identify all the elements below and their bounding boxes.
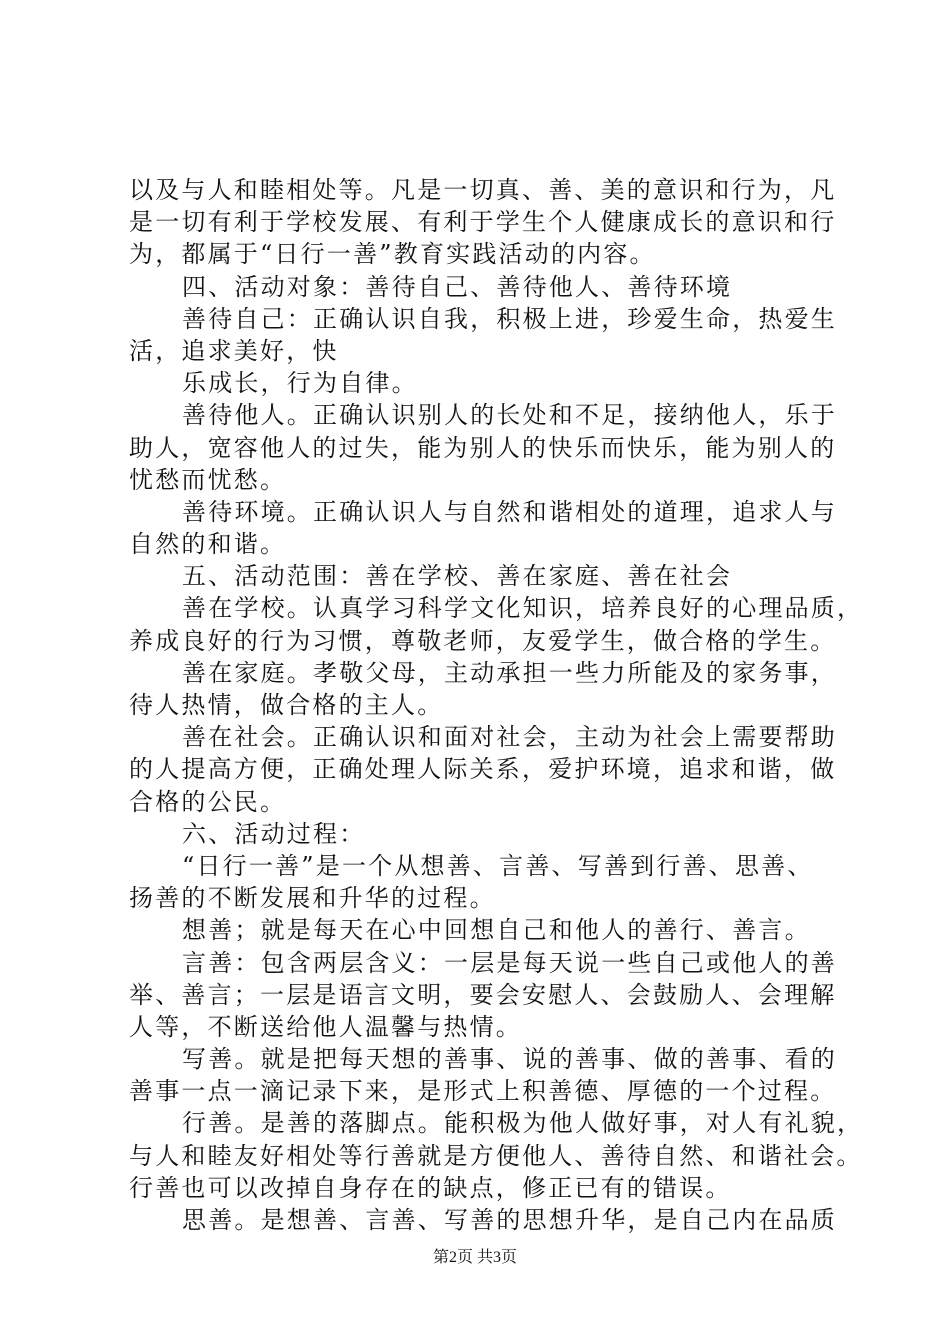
text-line: 行善。是善的落脚点。能积极为他人做好事，对人有礼貌，: [182, 1109, 864, 1138]
text-line: 的人提高方便，正确处理人际关系，爱护环境，追求和谐，做: [129, 755, 837, 784]
text-line: 是一切有利于学校发展、有利于学生个人健康成长的意识和行: [129, 208, 837, 237]
text-line: 以及与人和睦相处等。凡是一切真、善、美的意识和行为，凡: [129, 176, 837, 204]
text-line: 自然的和谐。: [129, 530, 287, 559]
text-line: 言善：包含两层含义：一层是每天说一些自己或他人的善: [182, 948, 837, 977]
text-line: 举、善言；一层是语言文明，要会安慰人、会鼓励人、会理解: [129, 980, 837, 1009]
text-line: 为，都属于“日行一善”教育实践活动的内容。: [129, 240, 656, 269]
text-line: 想善；就是每天在心中回想自己和他人的善行、善言。: [182, 916, 811, 945]
text-line: 善在学校。认真学习科学文化知识，培养良好的心理品质，: [182, 594, 864, 623]
text-line: 思善。是想善、言善、写善的思想升华，是自己内在品质: [182, 1206, 837, 1234]
text-line: 人等，不断送给他人温馨与热情。: [129, 1012, 522, 1041]
text-line: 善待环境。正确认识人与自然和谐相处的道理，追求人与: [182, 497, 837, 526]
document-body: [129, 174, 864, 1236]
text-line: 善事一点一滴记录下来，是形式上积善德、厚德的一个过程。: [129, 1077, 837, 1106]
text-line: 善待自己：正确认识自我，积极上进，珍爱生命，热爱生: [182, 304, 837, 333]
text-line: 写善。就是把每天想的善事、说的善事、做的善事、看的: [182, 1045, 837, 1074]
text-line: 养成良好的行为习惯，尊敬老师，友爱学生，做合格的学生。: [129, 626, 837, 655]
text-line: 善待他人。正确认识别人的长处和不足，接纳他人，乐于: [182, 401, 837, 430]
section-heading: 五、活动范围：善在学校、善在家庭、善在社会: [182, 562, 733, 591]
section-heading: 六、活动过程：: [182, 819, 366, 848]
text-line: 善在社会。正确认识和面对社会，主动为社会上需要帮助: [182, 723, 837, 752]
text-line: 活，追求美好，快: [129, 336, 339, 365]
text-line: 扬善的不断发展和升华的过程。: [129, 884, 496, 913]
text-line: 行善也可以改掉自身存在的缺点，修正已有的错误。: [129, 1173, 732, 1202]
text-line: 与人和睦友好相处等行善就是方便他人、善待自然、和谐社会。: [129, 1141, 863, 1170]
text-line: 助人，宽容他人的过失，能为别人的快乐而快乐，能为别人的: [129, 433, 837, 462]
text-line: 忧愁而忧愁。: [129, 465, 287, 494]
text-line: 乐成长，行为自律。: [182, 369, 418, 398]
text-line: “日行一善”是一个从想善、言善、写善到行善、思善、: [182, 851, 814, 880]
text-line: 善在家庭。孝敬父母，主动承担一些力所能及的家务事，: [182, 658, 837, 687]
section-heading: 四、活动对象：善待自己、善待他人、善待环境: [182, 272, 733, 301]
text-line: 待人热情，做合格的主人。: [129, 691, 444, 719]
page-number-footer: 第2页 共3页: [432, 1249, 517, 1266]
text-line: 合格的公民。: [129, 787, 287, 816]
